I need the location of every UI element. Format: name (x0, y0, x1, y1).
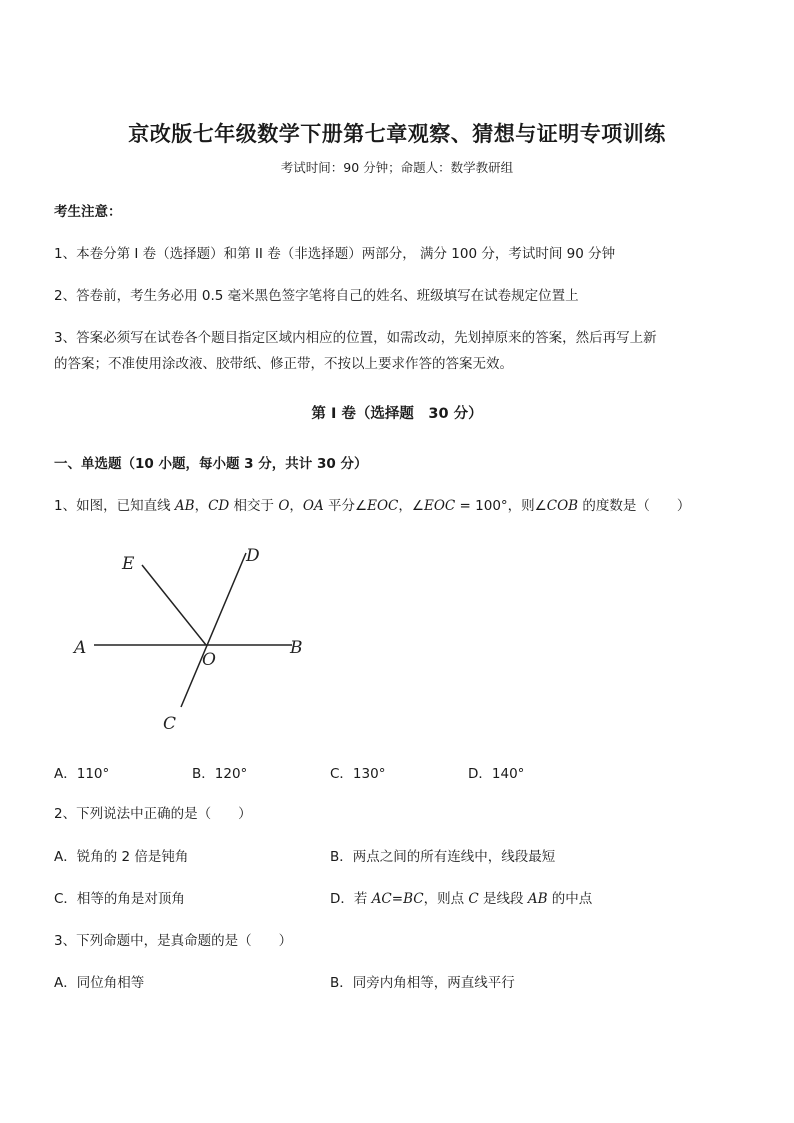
exam-info: 考试时间：90 分钟；命题人：数学教研组 (280, 160, 514, 175)
notice-heading: 考生注意： (54, 204, 122, 220)
question-1-figure (60, 535, 330, 745)
question-2-option-b[interactable]: B．两点之间的所有连线中，线段最短 (330, 849, 556, 865)
question-3-option-a[interactable]: A．同位角相等 (54, 975, 145, 991)
label-o: O (202, 650, 216, 670)
question-1-stem: 1、如图，已知直线 AB，CD 相交于 O，OA 平分∠EOC，∠EOC = 100°，则∠COB 的度数是（ ） (54, 498, 691, 514)
label-b: B (290, 638, 303, 658)
notice-item-2: 2、答卷前，考生务必用 0.5 毫米黑色签字笔将自己的姓名、班级填写在试卷规定位置上 (54, 288, 579, 304)
label-d: D (246, 546, 260, 566)
question-3-stem: 3、下列命题中，是真命题的是（ ） (54, 933, 293, 949)
ray-oe (142, 565, 206, 645)
question-1-option-d[interactable]: D．140° (468, 766, 525, 782)
label-c: C (163, 714, 177, 734)
part-title: 一、单选题（10 小题，每小题 3 分，共计 30 分） (54, 456, 368, 472)
question-1-option-b[interactable]: B．120° (192, 766, 248, 782)
question-1-option-a[interactable]: A．110° (54, 766, 110, 782)
question-1-option-c[interactable]: C．130° (330, 766, 386, 782)
question-3-option-b[interactable]: B．同旁内角相等，两直线平行 (330, 975, 515, 991)
line-cd (181, 553, 246, 707)
question-2-option-c[interactable]: C．相等的角是对顶角 (54, 891, 185, 907)
label-a: A (74, 638, 87, 658)
question-2-option-a[interactable]: A．锐角的 2 倍是钝角 (54, 849, 189, 865)
page-title: 京改版七年级数学下册第七章观察、猜想与证明专项训练 (128, 121, 666, 146)
question-2-option-d[interactable]: D．若 AC=BC，则点 C 是线段 AB 的中点 (330, 891, 593, 907)
notice-item-1: 1、本卷分第 I 卷（选择题）和第 II 卷（非选择题）两部分， 满分 100 分，考试时间 90 分钟 (54, 246, 616, 262)
notice-item-3: 3、答案必须写在试卷各个题目指定区域内相应的位置，如需改动，先划掉原来的答案，然后再写上新 (54, 330, 657, 346)
question-2-stem: 2、下列说法中正确的是（ ） (54, 806, 252, 822)
label-e: E (122, 554, 135, 574)
notice-item-3-continued: 的答案；不准使用涂改液、胶带纸、修正带，不按以上要求作答的答案无效。 (54, 356, 513, 372)
section-title: 第 I 卷（选择题 30 分） (311, 406, 483, 422)
